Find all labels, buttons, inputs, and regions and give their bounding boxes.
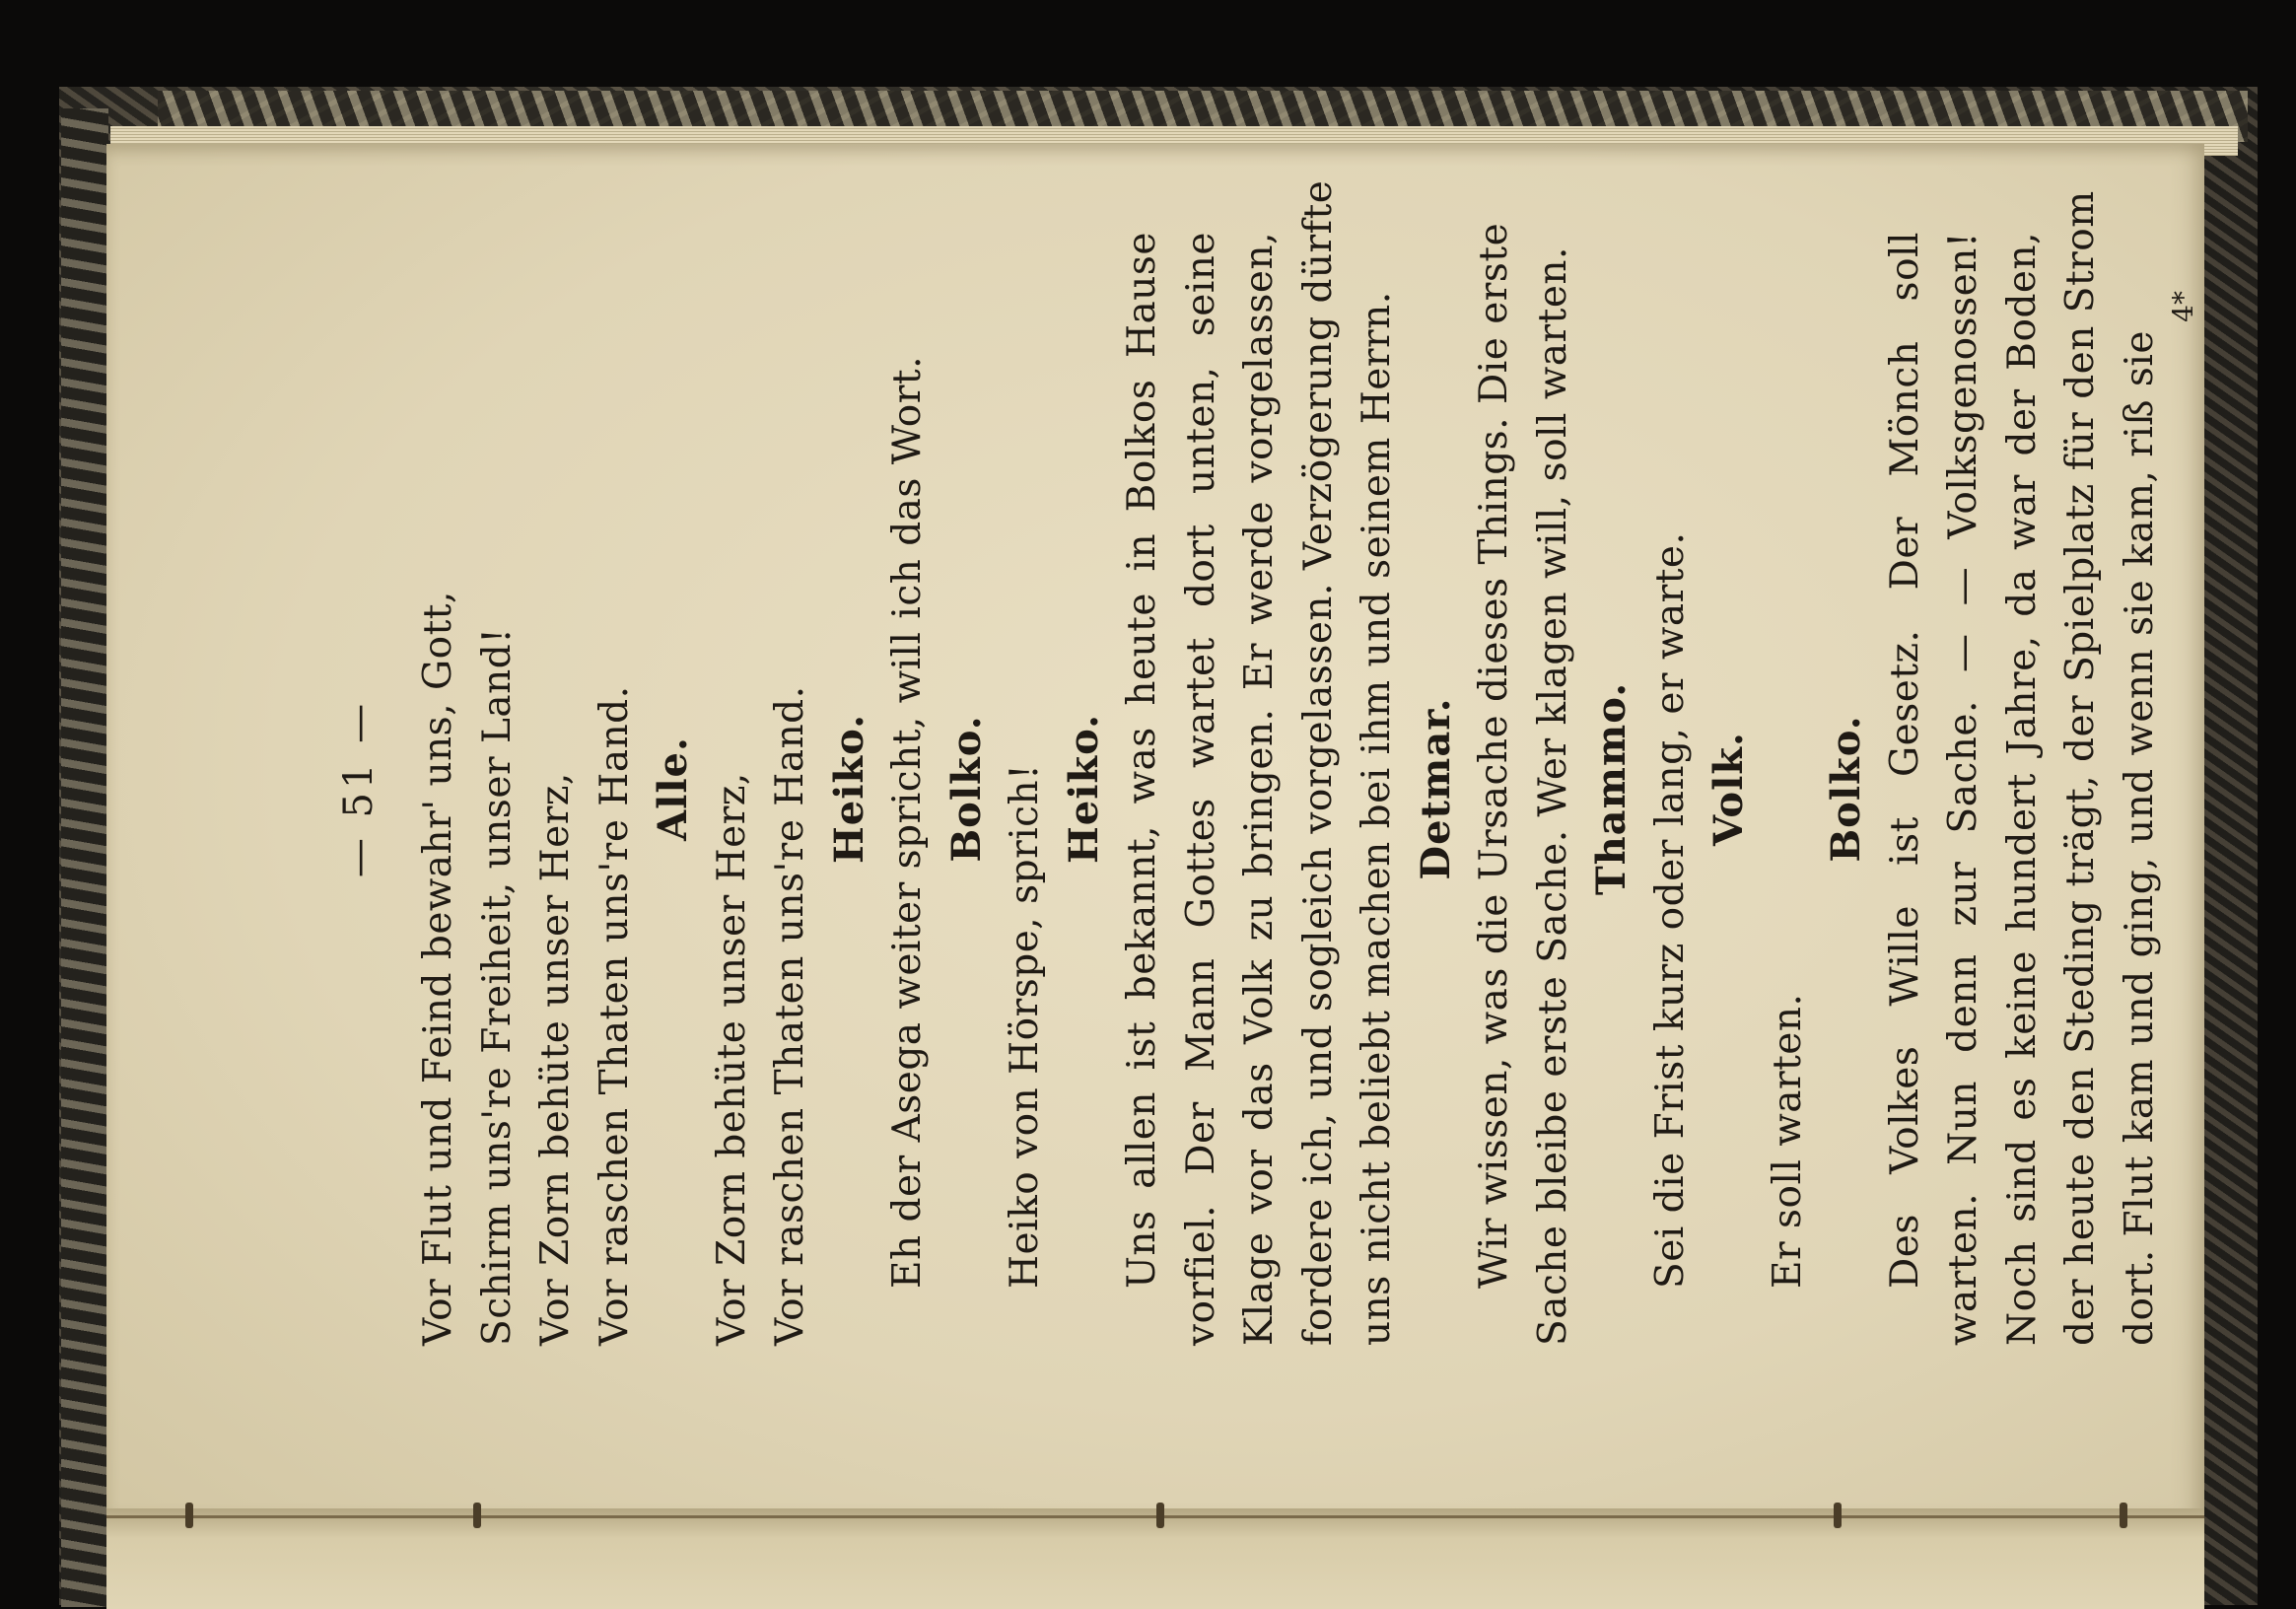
speaker-name: Bolko.: [1823, 715, 1869, 863]
speaker-name: Heiko.: [1060, 713, 1107, 865]
verse-line: Vor raschen Thaten uns're Hand.: [768, 685, 812, 1346]
dialogue-line: Noch sind es keine hundert Jahre, da war der Boden,: [1999, 232, 2045, 1346]
verse-line: Vor raschen Thaten uns're Hand.: [591, 685, 637, 1346]
speaker-name: Thammo.: [1588, 681, 1635, 896]
dialogue-line: dort. Flut kam und ging, und wenn sie kam, riß sie: [2117, 330, 2162, 1346]
dialogue-line: Heiko von Hörspe, sprich!: [1003, 763, 1047, 1289]
stitch-mark: [1834, 1503, 1842, 1528]
binding-stitches: [106, 1514, 2204, 1522]
dialogue-line: fordere ich, und sogleich vorgelassen. Verzögerung dürfte: [1295, 179, 1341, 1346]
stitch-mark: [473, 1503, 481, 1528]
dialogue-line: Wir wissen, was die Ursache dieses Things. Die erste: [1472, 222, 1516, 1289]
dialogue-line: der heute den Steding trägt, der Spielplatz für den Strom: [2058, 190, 2103, 1346]
stitch-mark: [2120, 1503, 2127, 1528]
stitch-mark: [1156, 1503, 1164, 1528]
dialogue-line: Sei die Frist kurz oder lang, er warte.: [1647, 531, 1693, 1289]
dialogue-line: Er soll warten.: [1765, 993, 1810, 1289]
verse-line: Vor Flut und Feind bewahr' uns, Gott,: [416, 591, 460, 1346]
dialogue-line: uns nicht beliebt machen bei ihm und seinem Herrn.: [1355, 291, 1399, 1346]
dialogue-line: Klage vor das Volk zu bringen. Er werde vorgelassen,: [1237, 232, 1282, 1346]
text-blocks: [409, 179, 2169, 1346]
signature-mark: 4*: [2167, 291, 2199, 322]
page-number: — 51 —: [336, 699, 382, 878]
verse-line: Vor Zorn behüte unser Herz,: [709, 772, 754, 1346]
rotated-text-frame: [330, 179, 2199, 1346]
speaker-name: Volk.: [1705, 732, 1752, 846]
page-gutter: [106, 1508, 2204, 1609]
speaker-name: Detmar.: [1412, 697, 1459, 880]
dialogue-line: Sache bleibe erste Sache. Wer klagen will, soll warten.: [1530, 246, 1575, 1346]
marbled-edge-left: [61, 108, 108, 1607]
stitch-mark: [185, 1503, 193, 1528]
speaker-name: Alle.: [650, 736, 696, 841]
verse-line: Schirm uns're Freiheit, unser Land!: [474, 627, 520, 1346]
dialogue-line: Uns allen ist bekannt, was heute in Bolkos Hause: [1120, 232, 1164, 1289]
dialogue-line: vorfiel. Der Mann Gottes wartet dort unten, seine: [1178, 232, 1223, 1346]
speaker-name: Heiko.: [825, 713, 872, 865]
speaker-name: Bolko.: [942, 715, 990, 863]
verse-line: Vor Zorn behüte unser Herz,: [533, 772, 578, 1346]
dialogue-line: Des Volkes Wille ist Gesetz. Der Mönch soll: [1882, 232, 1927, 1289]
dialogue-line: warten. Nun denn zur Sache. — — Volksgenossen!: [1941, 232, 1985, 1346]
dialogue-line: Eh der Asega weiter spricht, will ich das Wort.: [885, 356, 930, 1289]
page-text-column: [330, 179, 2199, 1346]
